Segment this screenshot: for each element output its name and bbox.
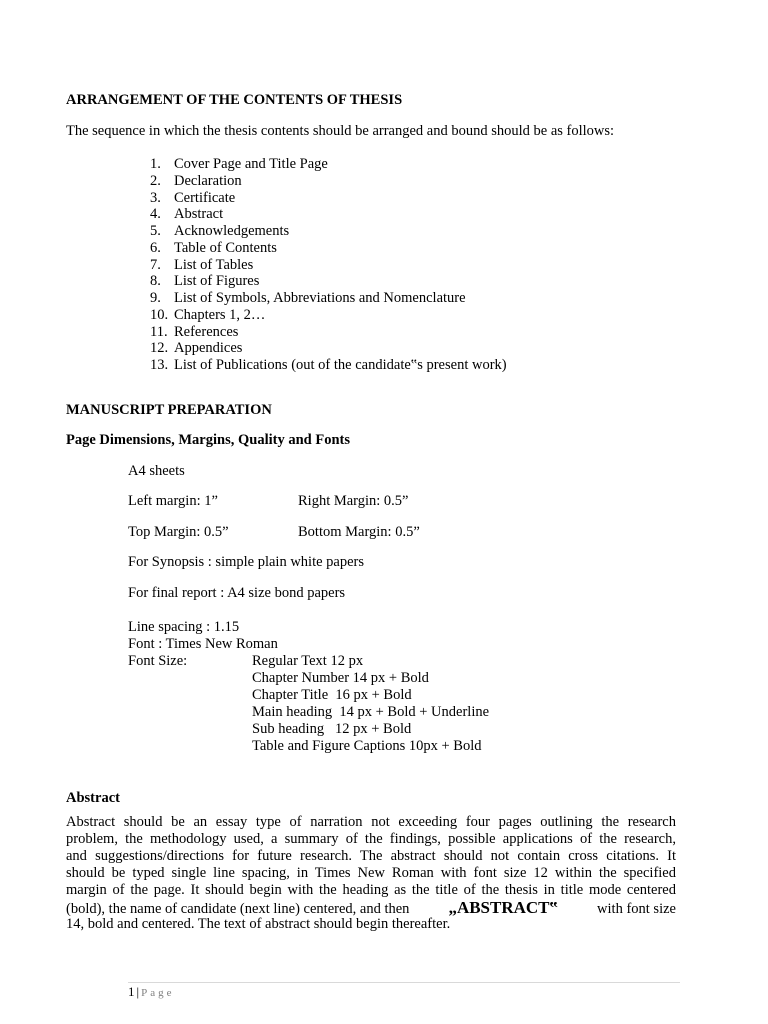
list-text: Appendices bbox=[174, 340, 243, 357]
font-size-item: Chapter Number 14 px + Bold bbox=[252, 670, 429, 686]
contents-list-item bbox=[150, 156, 507, 173]
page-word: Page bbox=[141, 987, 175, 999]
list-number: 6. bbox=[150, 239, 161, 256]
abstract-line: margin of the page. It should begin with the heading as the title of the thesis in title mode centered bbox=[66, 882, 676, 898]
page-footer bbox=[128, 984, 175, 1000]
list-text: List of Symbols, Abbreviations and Nomenclature bbox=[174, 290, 466, 306]
font-size-item: Main heading 14 px + Bold + Underline bbox=[252, 704, 490, 720]
page-number: 1 bbox=[128, 984, 135, 999]
list-number: 11. bbox=[150, 323, 168, 340]
spec-left-margin: Left margin: 1” bbox=[128, 493, 218, 509]
abstract-line: Abstract should be an essay type of narration not exceeding four pages outlining the research bbox=[66, 814, 676, 830]
subheading-page-dimensions: Page Dimensions, Margins, Quality and Fonts bbox=[66, 432, 350, 448]
abstract-line6-post: with font size bbox=[597, 901, 676, 917]
list-text: References bbox=[174, 323, 239, 340]
footer-divider bbox=[128, 982, 680, 983]
list-text: List of Tables bbox=[174, 256, 254, 273]
contents-list-item bbox=[150, 290, 507, 307]
list-text: Acknowledgements bbox=[174, 223, 290, 239]
list-number: 5. bbox=[150, 223, 161, 239]
list-text: Table of Contents bbox=[174, 239, 277, 256]
spec-sheets: A4 sheets bbox=[128, 463, 185, 479]
list-number: 7. bbox=[150, 256, 161, 273]
abstract-line: problem, the methodology used, a summary of the findings, possible applications of the research, bbox=[66, 831, 676, 847]
abstract-emphasis: „ABSTRACT‟ bbox=[448, 898, 559, 917]
list-text: Cover Page and Title Page bbox=[174, 156, 328, 172]
list-text: Abstract bbox=[174, 206, 224, 223]
abstract-line: 14, bold and centered. The text of abstract should begin thereafter. bbox=[66, 916, 451, 932]
font-size-item: Regular Text 12 px bbox=[252, 653, 364, 669]
abstract-line6-pre: (bold), the name of candidate (next line) centered, and then bbox=[66, 901, 410, 917]
contents-list-item bbox=[150, 273, 507, 290]
spec-final-report: For final report : A4 size bond papers bbox=[128, 585, 346, 601]
contents-list-item bbox=[150, 173, 507, 190]
abstract-line bbox=[66, 899, 676, 916]
heading-manuscript: MANUSCRIPT PREPARATION bbox=[66, 402, 272, 418]
heading-arrangement: ARRANGEMENT OF THE CONTENTS OF THESIS bbox=[66, 92, 403, 108]
list-number: 10. bbox=[150, 306, 169, 323]
contents-list bbox=[150, 156, 507, 374]
contents-list-item bbox=[150, 340, 507, 357]
contents-list-item bbox=[150, 206, 507, 223]
contents-list-item bbox=[150, 307, 507, 324]
contents-list-item bbox=[150, 190, 507, 207]
list-number: 4. bbox=[150, 206, 161, 223]
list-number: 1. bbox=[150, 156, 161, 172]
heading-abstract: Abstract bbox=[66, 790, 120, 806]
footer-separator: | bbox=[136, 984, 140, 999]
list-number: 2. bbox=[150, 172, 161, 189]
spec-synopsis: For Synopsis : simple plain white papers bbox=[128, 554, 365, 570]
abstract-line: should be typed single line spacing, in Times New Roman with font size 12 within the specified bbox=[66, 865, 676, 881]
list-text: List of Publications (out of the candidate‟s present work) bbox=[174, 357, 507, 373]
spec-top-margin: Top Margin: 0.5” bbox=[128, 524, 229, 540]
list-number: 13. bbox=[150, 357, 169, 373]
intro-sentence: The sequence in which the thesis contents should be arranged and bound should be as follows: bbox=[66, 123, 615, 139]
spec-line-spacing: Line spacing : 1.15 bbox=[128, 619, 240, 635]
contents-list-item bbox=[150, 324, 507, 341]
contents-list-item bbox=[150, 240, 507, 257]
font-size-item: Table and Figure Captions 10px + Bold bbox=[252, 738, 482, 754]
list-text: Chapters 1, 2… bbox=[174, 306, 266, 323]
contents-list-item bbox=[150, 223, 507, 240]
abstract-line: and suggestions/directions for future research. The abstract should not contain cross citations. It bbox=[66, 848, 676, 864]
list-number: 12. bbox=[150, 340, 169, 357]
list-text: Certificate bbox=[174, 189, 236, 206]
list-number: 3. bbox=[150, 189, 161, 206]
font-size-item: Chapter Title 16 px + Bold bbox=[252, 687, 412, 703]
spec-bottom-margin: Bottom Margin: 0.5” bbox=[298, 524, 420, 540]
abstract-paragraph bbox=[66, 814, 676, 933]
list-text: List of Figures bbox=[174, 273, 260, 290]
list-number: 9. bbox=[150, 290, 161, 306]
spec-font-size-label: Font Size: bbox=[128, 653, 188, 669]
contents-list-item bbox=[150, 357, 507, 374]
font-size-list bbox=[252, 653, 489, 755]
font-size-item: Sub heading 12 px + Bold bbox=[252, 721, 412, 737]
list-number: 8. bbox=[150, 273, 161, 290]
spec-font: Font : Times New Roman bbox=[128, 636, 278, 652]
spec-right-margin: Right Margin: 0.5” bbox=[298, 493, 409, 509]
list-text: Declaration bbox=[174, 172, 242, 189]
contents-list-item bbox=[150, 257, 507, 274]
